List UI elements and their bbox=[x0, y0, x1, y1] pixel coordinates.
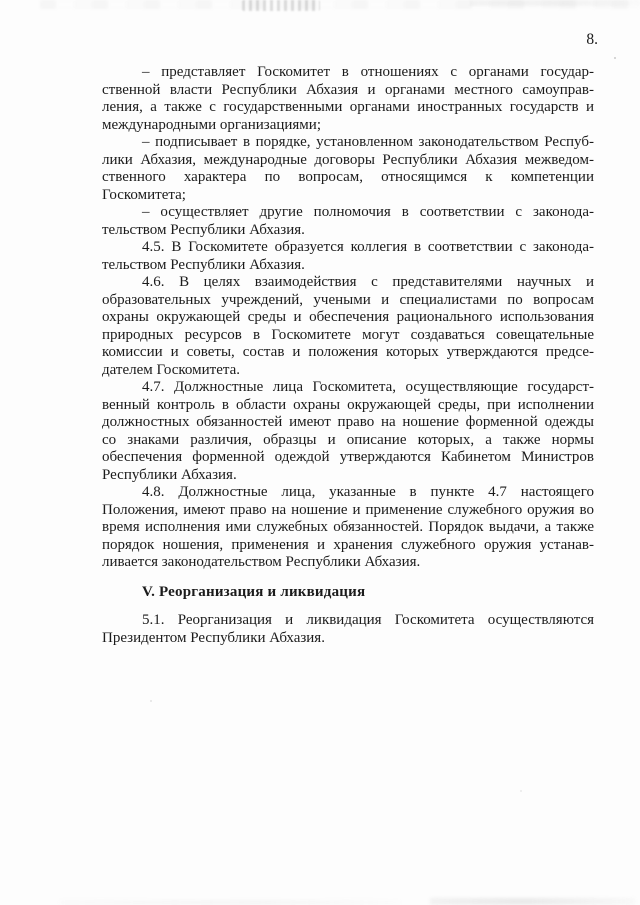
paragraph bbox=[102, 204, 594, 239]
text-line: ливается законодательством Республики Абхазия. bbox=[102, 554, 421, 570]
text-line: 4.7. Должностные лица Госкомитета, осуществляющие государст- bbox=[142, 379, 594, 395]
text-line: Президентом Республики Абхазия. bbox=[102, 629, 325, 646]
section-heading: V. Реорганизация и ликвидация bbox=[142, 583, 366, 600]
text-line: 4.5. В Госкомитете образуется коллегия в соответствии с законода- bbox=[142, 239, 594, 255]
text-line: ственной власти Республики Абхазия и органами местного самоуправ- bbox=[102, 81, 594, 98]
text-line: образовательных учреждений, учеными и специалистами по вопросам bbox=[102, 291, 594, 308]
text-line: должностных обязанностей имеют право на ношение форменной одежды bbox=[102, 414, 594, 430]
text-line: 5.1. Реорганизация и ликвидация Госкомитета осуществляются bbox=[142, 612, 594, 628]
scan-speck bbox=[614, 57, 616, 59]
text-line: 4.8. Должностные лица, указанные в пункте 4.7 настоящего bbox=[142, 484, 594, 500]
paragraph bbox=[102, 64, 594, 134]
scan-smudge-top-dark bbox=[242, 0, 320, 11]
paragraph bbox=[102, 612, 594, 647]
text-line: дателем Госкомитета. bbox=[102, 361, 241, 378]
text-line: комиссии и советы, состав и положения которых утверждаются предсе- bbox=[102, 344, 594, 360]
scan-smudge-top-right bbox=[470, 0, 640, 6]
text-line: со знаками различия, образцы и описание которых, а также нормы bbox=[102, 431, 594, 448]
document-body bbox=[102, 64, 594, 647]
text-line: 4.6. В целях взаимодействия с представителями научных и bbox=[142, 274, 594, 290]
scan-speck bbox=[150, 700, 152, 702]
paragraph bbox=[102, 134, 594, 204]
text-line: Положения, имеют право на ношение и применение служебного оружия во bbox=[102, 501, 594, 518]
text-line: ственного характера по вопросам, относящимся к компетенции bbox=[102, 169, 594, 185]
text-line: – представляет Госкомитет в отношениях с органами государ- bbox=[142, 64, 594, 80]
text-line: лики Абхазия, международные договоры Республики Абхазия межведом- bbox=[102, 151, 594, 168]
text-line: охраны окружающей среды и обеспечения рационального использования bbox=[102, 309, 594, 325]
scan-smudge-bottom-faint bbox=[60, 900, 400, 905]
paragraph bbox=[102, 379, 594, 484]
text-line: международными организациями; bbox=[102, 116, 321, 133]
text-line: – подписывает в порядке, установленном законодательством Респуб- bbox=[142, 134, 594, 150]
text-line: порядок ношения, применения и хранения служебного оружия устанав- bbox=[102, 536, 594, 553]
paragraph bbox=[102, 239, 594, 274]
text-line: венный контроль в области охраны окружающей среды, при исполнении bbox=[102, 396, 594, 413]
text-line: тельством Республики Абхазия. bbox=[102, 256, 305, 273]
text-line: тельством Республики Абхазия. bbox=[102, 221, 305, 238]
text-line: природных ресурсов в Госкомитете могут создаваться совещательные bbox=[102, 326, 594, 343]
page-number: 8. bbox=[586, 31, 598, 48]
text-line: – осуществляет другие полномочия в соответствии с законода- bbox=[142, 204, 594, 220]
text-line: Республики Абхазия. bbox=[102, 466, 237, 483]
text-line: ления, а также с государственными органами иностранных государств и bbox=[102, 99, 594, 115]
scan-speck bbox=[520, 790, 522, 792]
scan-smudge-bottom bbox=[430, 898, 635, 905]
paragraph bbox=[102, 484, 594, 572]
text-line: обеспечения форменной одеждой утверждаются Кабинетом Министров bbox=[102, 449, 594, 465]
paragraph bbox=[102, 274, 594, 379]
text-line: время исполнения ими служебных обязанностей. Порядок выдачи, а также bbox=[102, 519, 594, 535]
text-line: Госкомитета; bbox=[102, 186, 186, 203]
